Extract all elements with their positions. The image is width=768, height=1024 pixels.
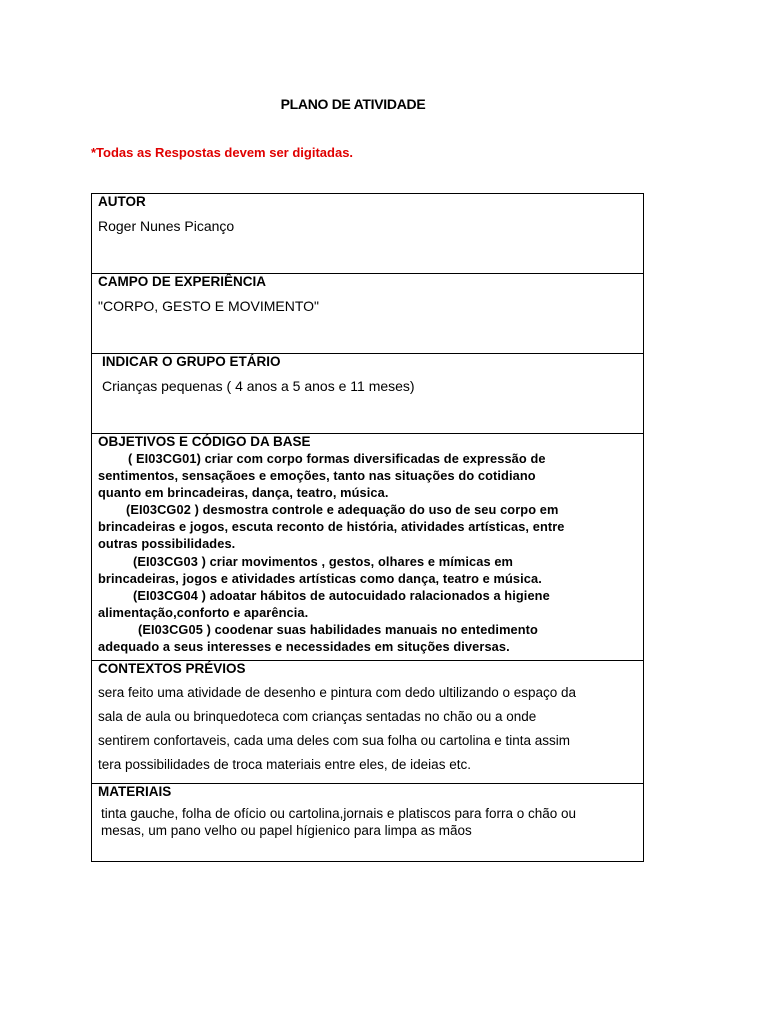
materiais-heading: MATERIAIS (98, 784, 172, 799)
campo-heading: CAMPO DE EXPERIÊNCIA (98, 274, 267, 289)
table-row-contextos (92, 661, 644, 784)
table-row-campo (92, 274, 644, 354)
campo-value: "CORPO, GESTO E MOVIMENTO" (98, 298, 320, 314)
grupo-cell (92, 354, 644, 434)
contextos-line: sala de aula ou brinquedoteca com crianças sentadas no chão ou a onde (98, 709, 537, 724)
autor-cell (92, 194, 644, 274)
document-title: PLANO DE ATIVIDADE (280, 96, 426, 112)
contextos-cell (92, 661, 644, 784)
objetivo-line: (EI03CG03 ) criar movimentos , gestos, olhares e mímicas em (133, 553, 514, 569)
materiais-cell (92, 784, 644, 862)
objetivo-line: outras possibilidades. (98, 536, 236, 552)
campo-cell (92, 274, 644, 354)
objetivo-line: (EI03CG02 ) desmostra controle e adequação do uso de seu corpo em (126, 502, 559, 518)
objetivo-line: (EI03CG04 ) adoatar hábitos de autocuidado ralacionados a higiene (133, 587, 550, 603)
table-row-grupo (92, 354, 644, 434)
table-row-materiais (92, 784, 644, 862)
materiais-text (98, 805, 643, 839)
contextos-text (98, 681, 643, 777)
activity-plan-table (91, 193, 644, 862)
objetivos-heading: OBJETIVOS E CÓDIGO DA BASE (98, 434, 311, 449)
materiais-line: mesas, um pano velho ou papel hígienico para limpa as mãos (101, 823, 472, 838)
autor-value: Roger Nunes Picanço (98, 218, 235, 234)
objetivo-line: (EI03CG05 ) coodenar suas habilidades manuais no entedimento (138, 621, 538, 637)
table-row-objetivos (92, 434, 644, 661)
objetivos-cell (92, 434, 644, 661)
contextos-line: tera possibilidades de troca materiais entre eles, de ideias etc. (98, 757, 471, 772)
autor-heading: AUTOR (98, 194, 146, 209)
contextos-line: sera feito uma atividade de desenho e pintura com dedo ultilizando o espaço da (98, 685, 577, 700)
grupo-heading: INDICAR O GRUPO ETÁRIO (102, 354, 281, 369)
objetivo-line: brincadeiras e jogos, escuta reconto de história, atividades artísticas, entre (98, 519, 565, 535)
contextos-line: sentirem confortaveis, cada uma deles com sua folha ou cartolina e tinta assim (98, 733, 570, 748)
objetivo-line: sentimentos, sensaçãoes e emoções, tanto nas situações do cotidiano (98, 468, 536, 484)
objetivo-line: ( EI03CG01) criar com corpo formas diversificadas de expressão de (128, 451, 546, 466)
objetivo-line: adequado a seus interesses e necessidades em situções diversas. (98, 639, 510, 655)
document-notice: *Todas as Respostas devem ser digitadas. (91, 145, 354, 160)
materiais-line: tinta gauche, folha de ofício ou cartolina,jornais e platiscos para forra o chão ou (101, 806, 577, 821)
contextos-heading: CONTEXTOS PRÉVIOS (98, 661, 246, 676)
grupo-value: Crianças pequenas ( 4 anos a 5 anos e 11 meses) (102, 378, 415, 394)
objetivo-line: alimentação,conforto e aparência. (98, 604, 309, 620)
objetivo-line: brincadeiras, jogos e atividades artísticas como dança, teatro e música. (98, 570, 542, 586)
table-row-autor (92, 194, 644, 274)
objetivo-line: quanto em brincadeiras, dança, teatro, música. (98, 485, 389, 501)
